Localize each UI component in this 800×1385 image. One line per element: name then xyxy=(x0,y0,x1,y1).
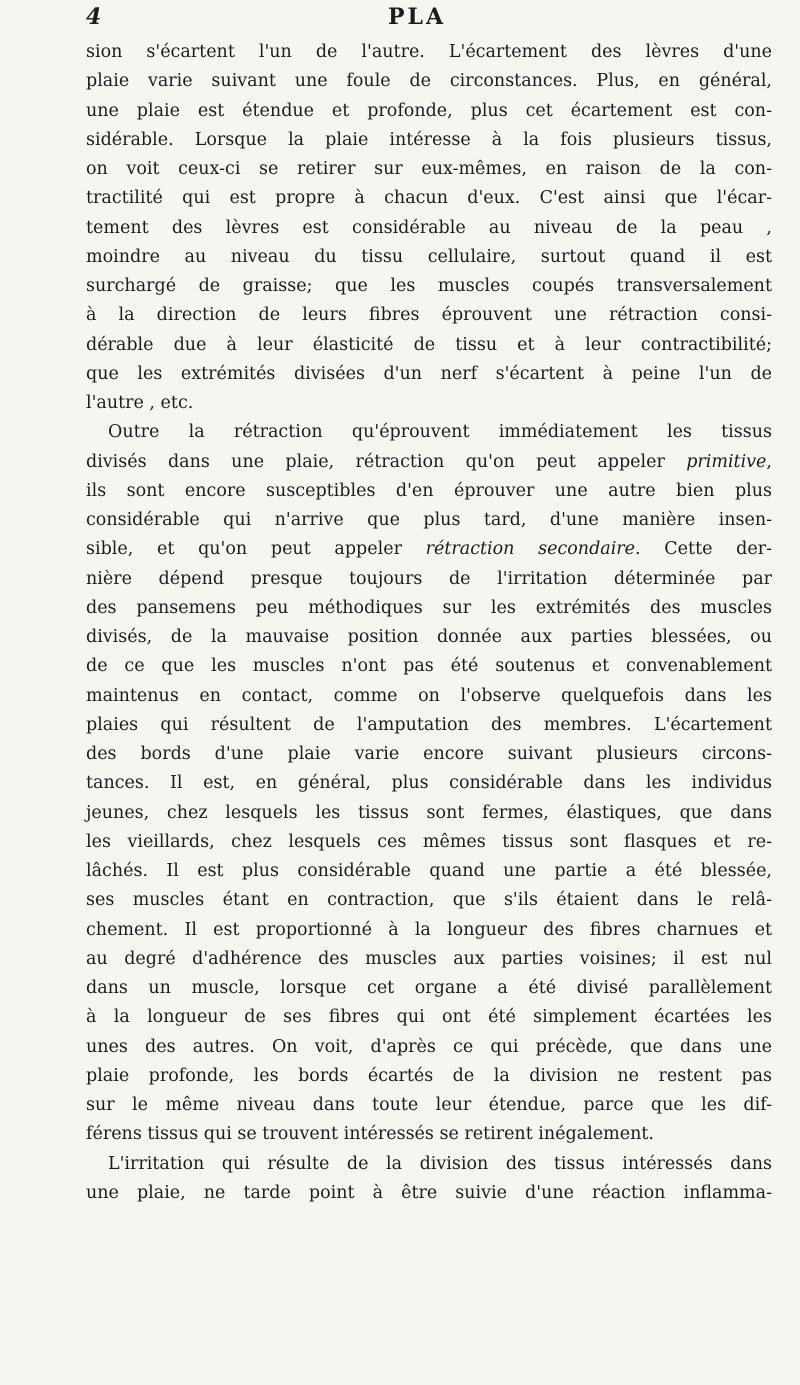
text-line: tractilité qui est propre à chacun d'eux. C'est ainsi que l'écar- xyxy=(86,188,772,209)
text-line: au degré d'adhérence des muscles aux parties voisines; il est nul xyxy=(86,948,772,969)
text-line: dérable due à leur élasticité de tissu et à leur contractibilité; xyxy=(86,334,772,355)
text-line: plaies qui résultent de l'amputation des membres. L'écartement xyxy=(86,714,772,735)
text-line: plaie profonde, les bords écartés de la division ne restent pas xyxy=(86,1065,772,1086)
text-line: à la direction de leurs fibres éprouvent une rétraction consi- xyxy=(86,305,772,326)
text-line: lâchés. Il est plus considérable quand une partie a été blessée, xyxy=(86,861,772,881)
text-line: à la longueur de ses fibres qui ont été simplement écartées les xyxy=(86,1007,772,1028)
text-line: férens tissus qui se trouvent intéressés se retirent inégalement. xyxy=(86,1124,654,1145)
text-line: ses muscles étant en contraction, que s'ils étaient dans le relâ- xyxy=(86,890,772,911)
text-line: considérable qui n'arrive que plus tard, d'une manière insen- xyxy=(86,510,772,530)
body-text xyxy=(86,38,772,1208)
text-line: surchargé de graisse; que les muscles coupés transversalement xyxy=(86,276,772,296)
text-line: jeunes, chez lesquels les tissus sont fermes, élastiques, que dans xyxy=(86,802,772,823)
text-line: unes des autres. On voit, d'après ce qui précède, que dans une xyxy=(86,1036,772,1057)
text-line: dans un muscle, lorsque cet organe a été divisé parallèlement xyxy=(86,978,772,998)
text-line: on voit ceux-ci se retirer sur eux-mêmes, en raison de la con- xyxy=(86,159,772,179)
text-line: les vieillards, chez lesquels ces mêmes tissus sont flasques et re- xyxy=(86,831,772,852)
text-line xyxy=(86,448,772,477)
text-line: sidérable. Lorsque la plaie intéresse à la fois plusieurs tissus, xyxy=(86,129,772,150)
text-line: Outre la rétraction qu'éprouvent immédiatement les tissus xyxy=(108,422,772,443)
text-line: maintenus en contact, comme on l'observe quelquefois dans les xyxy=(86,685,772,706)
text-line: sur le même niveau dans toute leur étendue, parce que les dif- xyxy=(86,1095,772,1115)
text-line: moindre au niveau du tissu cellulaire, surtout quand il est xyxy=(86,246,772,267)
text-line: plaie varie suivant une foule de circonstances. Plus, en général, xyxy=(86,71,772,92)
text-line: chement. Il est proportionné à la longueur des fibres charnues et xyxy=(86,919,772,940)
text-segment: . Cette der- xyxy=(635,539,772,560)
text-line: tement des lèvres est considérable au niveau de la peau , xyxy=(86,217,772,238)
text-line: une plaie est étendue et profonde, plus cet écartement est con- xyxy=(86,100,772,121)
text-line: L'irritation qui résulte de la division des tissus intéressés dans xyxy=(108,1153,772,1174)
text-line: que les extrémités divisées d'un nerf s'écartent à peine l'un de xyxy=(86,363,772,384)
text-line: nière dépend presque toujours de l'irritation déterminée par xyxy=(86,568,772,589)
text-segment: sible, et qu'on peut appeler xyxy=(86,539,426,560)
text-line: tances. Il est, en général, plus considérable dans les individus xyxy=(86,773,772,794)
italic-term: rétraction secondaire xyxy=(425,539,636,560)
text-line: de ce que les muscles n'ont pas été soutenus et convenablement xyxy=(86,656,772,677)
running-head: PLA xyxy=(388,4,447,30)
text-segment: , xyxy=(766,451,772,472)
text-line xyxy=(86,535,772,564)
text-line: sion s'écartent l'un de l'autre. L'écartement des lèvres d'une xyxy=(86,42,772,62)
text-line: des bords d'une plaie varie encore suivant plusieurs circons- xyxy=(86,744,772,764)
page-header xyxy=(78,4,778,38)
text-line: une plaie, ne tarde point à être suivie d'une réaction inflamma- xyxy=(86,1182,772,1203)
text-line: des pansemens peu méthodiques sur les extrémités des muscles xyxy=(86,597,772,618)
text-line: ils sont encore susceptibles d'en éprouver une autre bien plus xyxy=(86,480,772,501)
text-line: l'autre , etc. xyxy=(86,393,194,413)
page-number: 4 xyxy=(86,4,102,30)
italic-term: primitive xyxy=(686,451,767,472)
text-line: divisés, de la mauvaise position donnée aux parties blessées, ou xyxy=(86,627,772,647)
text-segment: divisés dans une plaie, rétraction qu'on peut appeler xyxy=(86,451,687,472)
